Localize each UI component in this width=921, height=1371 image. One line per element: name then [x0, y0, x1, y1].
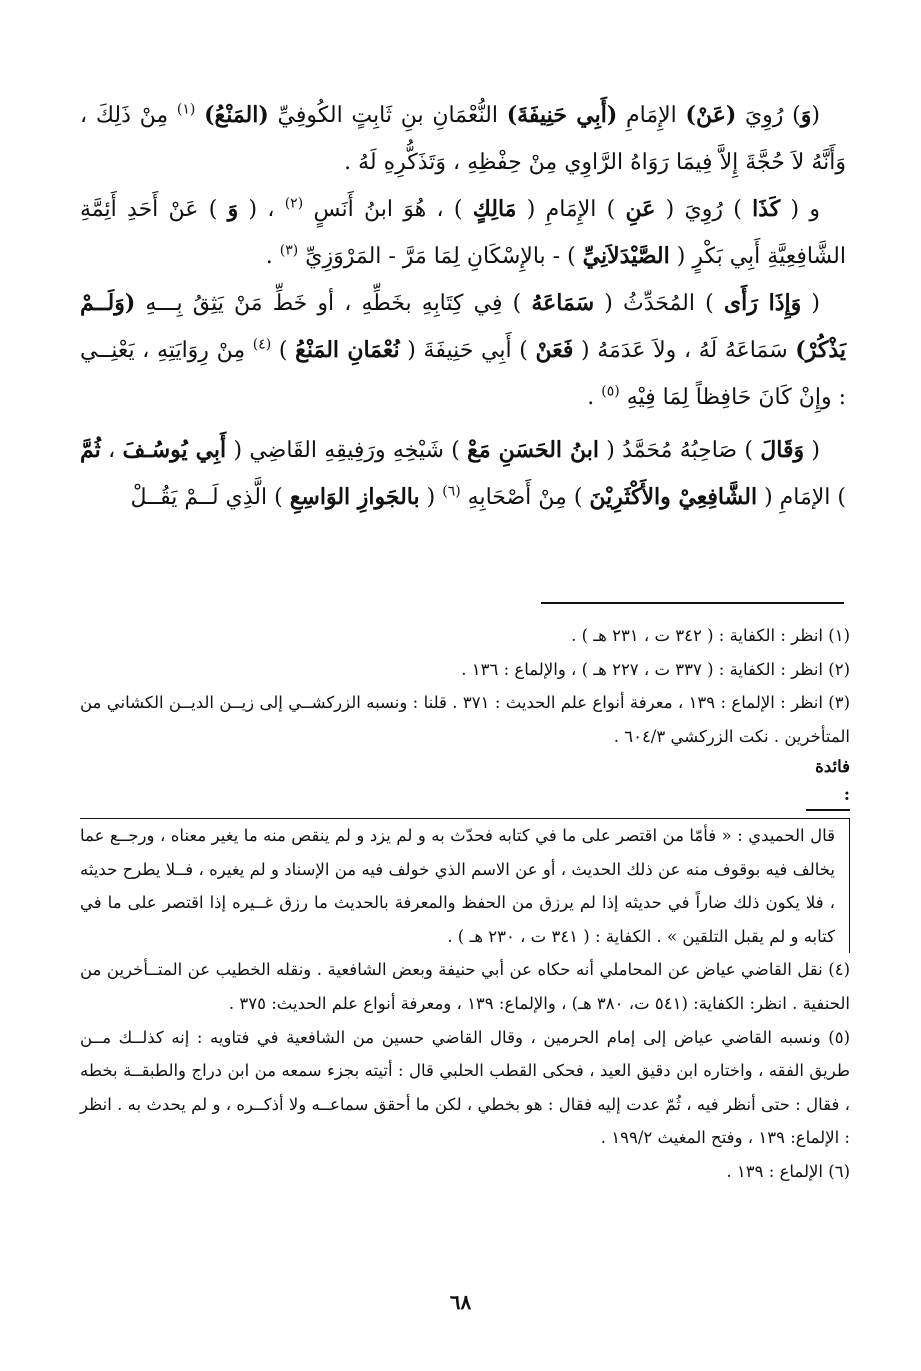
bold-term: (عَنْ)	[685, 102, 737, 128]
text-run: ) مِنْ أَصْحَابِهِ	[460, 485, 590, 510]
text-run: ) - بالإِسْكَانِ لِمَا مَرَّ - المَرْوَزِيِّ	[298, 244, 583, 269]
page-number: ٦٨	[449, 1290, 472, 1314]
footnote-4: (٤) نقل القاضي عياض عن المحاملي أنه حكاه عن أبي حنيفة وبعض الشافعية . ونقله الخطيب عن المتــأخرين من الحنفية . انظر: الكفاية: (٥٤١ ت، ٣٨٠ هـ) ، والإلماع: ١٣٩ ، ومعرفة أنواع علم الحديث: ٣٧٥ .	[80, 960, 850, 1013]
text-run: ،	[100, 438, 123, 463]
bold-term: الصَّيْدَلاَنِيِّ	[582, 243, 670, 269]
text-run: مِنْ ذَلِكَ ، وَأَنَّهُ لاَ حُجَّةَ إِلاَّ فِيمَا رَوَاهُ الرَّاوِي مِنْ حِفْظِهِ ، وَتَذَكُّرِهِ لَهُ .	[80, 103, 846, 175]
text-run: ) المُحَدِّثُ (	[594, 291, 724, 316]
text-run	[195, 103, 204, 128]
bold-term: ثُمَّ	[80, 437, 101, 463]
footnote-reference: (٣)	[279, 242, 299, 259]
text-run: ) شَيْخِهِ ورَفِيقِهِ القَاضِي (	[226, 438, 468, 463]
text-run: الإِمَامِ	[617, 103, 686, 128]
faida-box	[80, 818, 850, 953]
text-run: مِنْ رِوَايَتِهِ ، يَعْنِــي : وإِنْ كَانَ حَافِظاً لِمَا فِيْهِ	[80, 338, 846, 410]
text-run: )	[271, 338, 296, 363]
main-paragraph-2	[80, 186, 846, 280]
bold-term: الشَّافِعِيْ والأَكْثَرِيْنَ	[589, 484, 758, 510]
footnote-reference: (١)	[176, 101, 196, 118]
bold-term: (وَلَــمْ يَذْكُرْ)	[80, 290, 846, 363]
main-paragraph-3	[80, 280, 846, 421]
main-text	[80, 92, 846, 521]
footnote-reference: (٤)	[252, 336, 272, 353]
text-run: ) فِي كِتَابِهِ بخَطِّهِ ، أو خَطِّ مَنْ يَثِقُ بِـــهِ	[135, 291, 532, 316]
bold-term: أَبِي يُوسُـفَ	[122, 437, 227, 463]
text-run: ) صَاحِبُهُ مُحَمَّدُ (	[598, 438, 761, 463]
footnote-5: (٥) ونسبه القاضي عياض إلى إمام الحرمين ، وقال القاضي حسين من الشافعية في فتاويه : إنه كذلــك مــن طريق الفقه ، واختاره ابن دقيق العيد ، فحكى القطب الحلبي قال : أتيته بجزء سمعه من ابن دراج والطبقــة بخطه ، فقال : حتى أنظر فيه ، ثُمّ عدت إليه فقال : هو بخطي ، لكن ما أحقق سماعــه ولا أذكــره ، و لم يحدث به . انظر : الإلماع: ١٣٩ ، وفتح المغيث ١٩٩/٢ .	[80, 1027, 850, 1148]
bold-term: (المَنْعُ)	[204, 102, 269, 128]
bold-term: وَإِذَا رَأَى	[723, 290, 802, 316]
text-run: (	[811, 103, 820, 128]
text-run: (	[419, 485, 443, 510]
bold-term: كَذَا	[752, 196, 781, 222]
bold-term: نُعْمَانِ المَنْعُ	[295, 337, 400, 363]
bold-term: وَ	[800, 102, 812, 128]
faida-text: قال الحميدي : « فأمّا من اقتصر على ما في كتابه فحدّث به و لم يزد و لم ينقص منه ما يغير معناه ، ورجــع عما يخالف فيه بوقوف منه عن ذلك الحديث ، أو عن الاسم الذي خولف فيه من الإسناد و لم يغيره ، فــلا يطرح حديثه ، فلا يكون ذلك ضاراً في حديثه إذا لم يرزق من الحفظ والمعرفة بالحديث ما رزق غــيره إذا اقتصر على ما في كتابه و لم يقبل التلقين » . الكفاية : ( ٣٤١ ت ، ٢٣٠ هـ ) .	[80, 825, 835, 946]
footnote-3: (٣) انظر : الإلماع : ١٣٩ ، معرفة أنواع علم الحديث : ٣٧١ . قلنا : ونسبه الزركشــي إلى زيــن الديــن الكشاني من المتأخرين . نكت الزركشي ٦٠٤/٣ .	[80, 693, 851, 746]
text-run: ) الإمَامِ (	[757, 485, 846, 510]
text-run: .	[265, 244, 280, 269]
text-run: ) ، هُوَ ابنُ أَنَسٍ	[303, 197, 473, 222]
main-paragraph-4	[80, 427, 846, 521]
text-run: ) رُوِيَ	[736, 103, 801, 128]
text-run: ) أَبِي حَنِيفَةَ (	[399, 338, 536, 363]
bold-term: مَالِكٍ	[472, 196, 517, 222]
footnote-reference: (٦)	[442, 483, 461, 500]
text-run: ، (	[238, 197, 285, 222]
text-run: ) رُوِيَ (	[655, 197, 753, 222]
footnote-2: (٢) انظر : الكفاية : ( ٣٣٧ ت ، ٢٢٧ هـ ) ، والإلماع : ١٣٦ .	[461, 659, 850, 679]
text-run: (	[804, 438, 821, 463]
footnote-1: (١) انظر : الكفاية : ( ٣٤٢ ت ، ٢٣١ هـ ) .	[571, 626, 850, 645]
bold-term: (أَبِي حَنِيفَةَ)	[506, 102, 618, 128]
text-run: (	[801, 291, 820, 316]
main-paragraph-1	[80, 92, 846, 186]
bold-term: ابنُ الحَسَنِ مَعْ	[467, 437, 599, 463]
text-run: النُّعْمَانِ بنِ ثَابِتٍ الكُوفِيِّ	[268, 103, 507, 128]
bold-term: سَمَاعَهُ	[531, 290, 595, 316]
text-run: و (	[780, 197, 821, 222]
footnote-reference: (٥)	[601, 383, 620, 400]
footnote-separator	[541, 602, 844, 604]
text-run: .	[587, 385, 602, 410]
text-run: ) عَنْ أَحَدِ أَئِمَّةِ الشَّافِعِيَّةِ أَبِي بَكْرٍ (	[80, 197, 846, 269]
footnote-reference: (٢)	[284, 195, 304, 212]
text-run: ) الإِمَامِ (	[516, 197, 626, 222]
bold-term: وَ	[227, 196, 239, 222]
text-run: ) الَّذِي لَــمْ يَقُــلْ	[130, 485, 290, 510]
text-run: سَمَاعَهُ لَهُ ، ولاَ عَدَمَهُ (	[573, 338, 796, 363]
bold-term: فَعَنْ	[535, 337, 574, 363]
footnote-6: (٦) الإلماع : ١٣٩ .	[726, 1161, 850, 1181]
bold-term: عَنِ	[625, 196, 656, 222]
bold-term: بالجَوازِ الوَاسِعِ	[289, 484, 420, 510]
faida-title: فائدة :	[806, 753, 850, 811]
bold-term: وَقَالَ	[760, 437, 805, 463]
footnotes	[80, 619, 850, 1189]
